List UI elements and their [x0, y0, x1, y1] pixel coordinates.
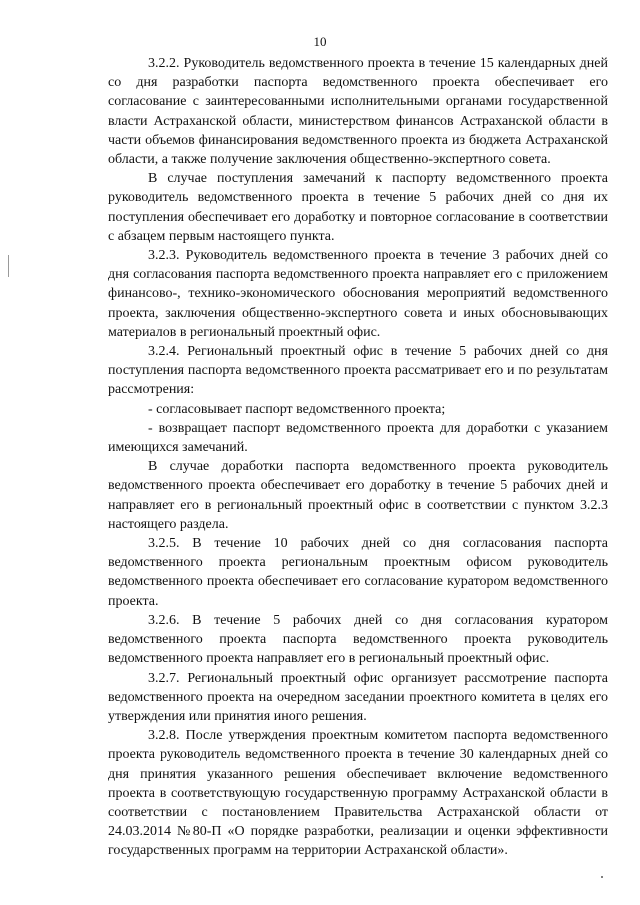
paragraph-3-2-2-remarks: В случае поступления замечаний к паспорту ведомственного проекта руководитель ведомственного проекта в течение 5 рабочих дней со дня их поступления обеспечивает его доработку и повторное согласование в соответствии с абзацем первым настоящего пункта.	[108, 171, 608, 244]
margin-scan-mark	[8, 255, 9, 277]
paragraph-3-2-4: 3.2.4. Региональный проектный офис в течение 5 рабочих дней со дня поступления паспорта ведомственного проекта рассматривает его и по результатам рассмотрения:	[108, 344, 608, 398]
paragraph-3-2-8: 3.2.8. После утверждения проектным комитетом паспорта ведомственного проекта руководитель ведомственного проекта в течение 30 календарных дней со дня принятия указанного решения обеспечивает включение ведомственного проекта в соответствующую государственную программу Астраханской области в соответствии с постановлением Правительства Астраханской области от 24.03.2014 №80-П «О порядке разработки, реализации и оценки эффективности государственных программ на территории Астраханской области».	[108, 728, 608, 859]
margin-scan-dot	[601, 876, 603, 878]
paragraph-3-2-4-revision: В случае доработки паспорта ведомственного проекта руководитель ведомственного проекта обеспечивает его доработку в течение 5 рабочих дней и направляет его в региональный проектный офис в соответствии с пунктом 3.2.3 настоящего раздела.	[108, 459, 608, 532]
paragraph-3-2-5: 3.2.5. В течение 10 рабочих дней со дня согласования паспорта ведомственного проекта региональным проектным офисом руководитель ведомственного проекта обеспечивает его согласование куратором ведомственного проекта.	[108, 536, 608, 609]
document-body	[108, 54, 608, 861]
paragraph-3-2-2: 3.2.2. Руководитель ведомственного проекта в течение 15 календарных дней со дня разработки паспорта ведомственного проекта обеспечивает его согласование с заинтересованными исполнительными органами государственной власти Астраханской области, министерством финансов Астраханской области в части объемов финансирования ведомственного проекта из бюджета Астраханской области, а также получение заключения общественно-экспертного совета.	[108, 56, 608, 168]
paragraph-3-2-6: 3.2.6. В течение 5 рабочих дней со дня согласования куратором ведомственного проекта паспорта ведомственного проекта руководитель ведомственного проекта направляет его в региональный проектный офис.	[108, 612, 608, 667]
page-number: 10	[313, 34, 327, 49]
list-item-return: - возвращает паспорт ведомственного проекта для доработки с указанием имеющихся замечаний.	[108, 420, 608, 456]
paragraph-3-2-3: 3.2.3. Руководитель ведомственного проекта в течение 3 рабочих дней со дня согласования паспорта ведомственного проекта направляет его с приложением финансово-, технико-экономического обоснования мероприятий ведомственного проекта, заключения общественно-экспертного совета и иных обосновывающих материалов в региональный проектный офис.	[108, 248, 608, 340]
list-item-approve: - согласовывает паспорт ведомственного проекта;	[148, 401, 446, 417]
paragraph-3-2-7: 3.2.7. Региональный проектный офис организует рассмотрение паспорта ведомственного проекта на очередном заседании проектного комитета в целях его утверждения или принятия иного решения.	[108, 670, 608, 724]
